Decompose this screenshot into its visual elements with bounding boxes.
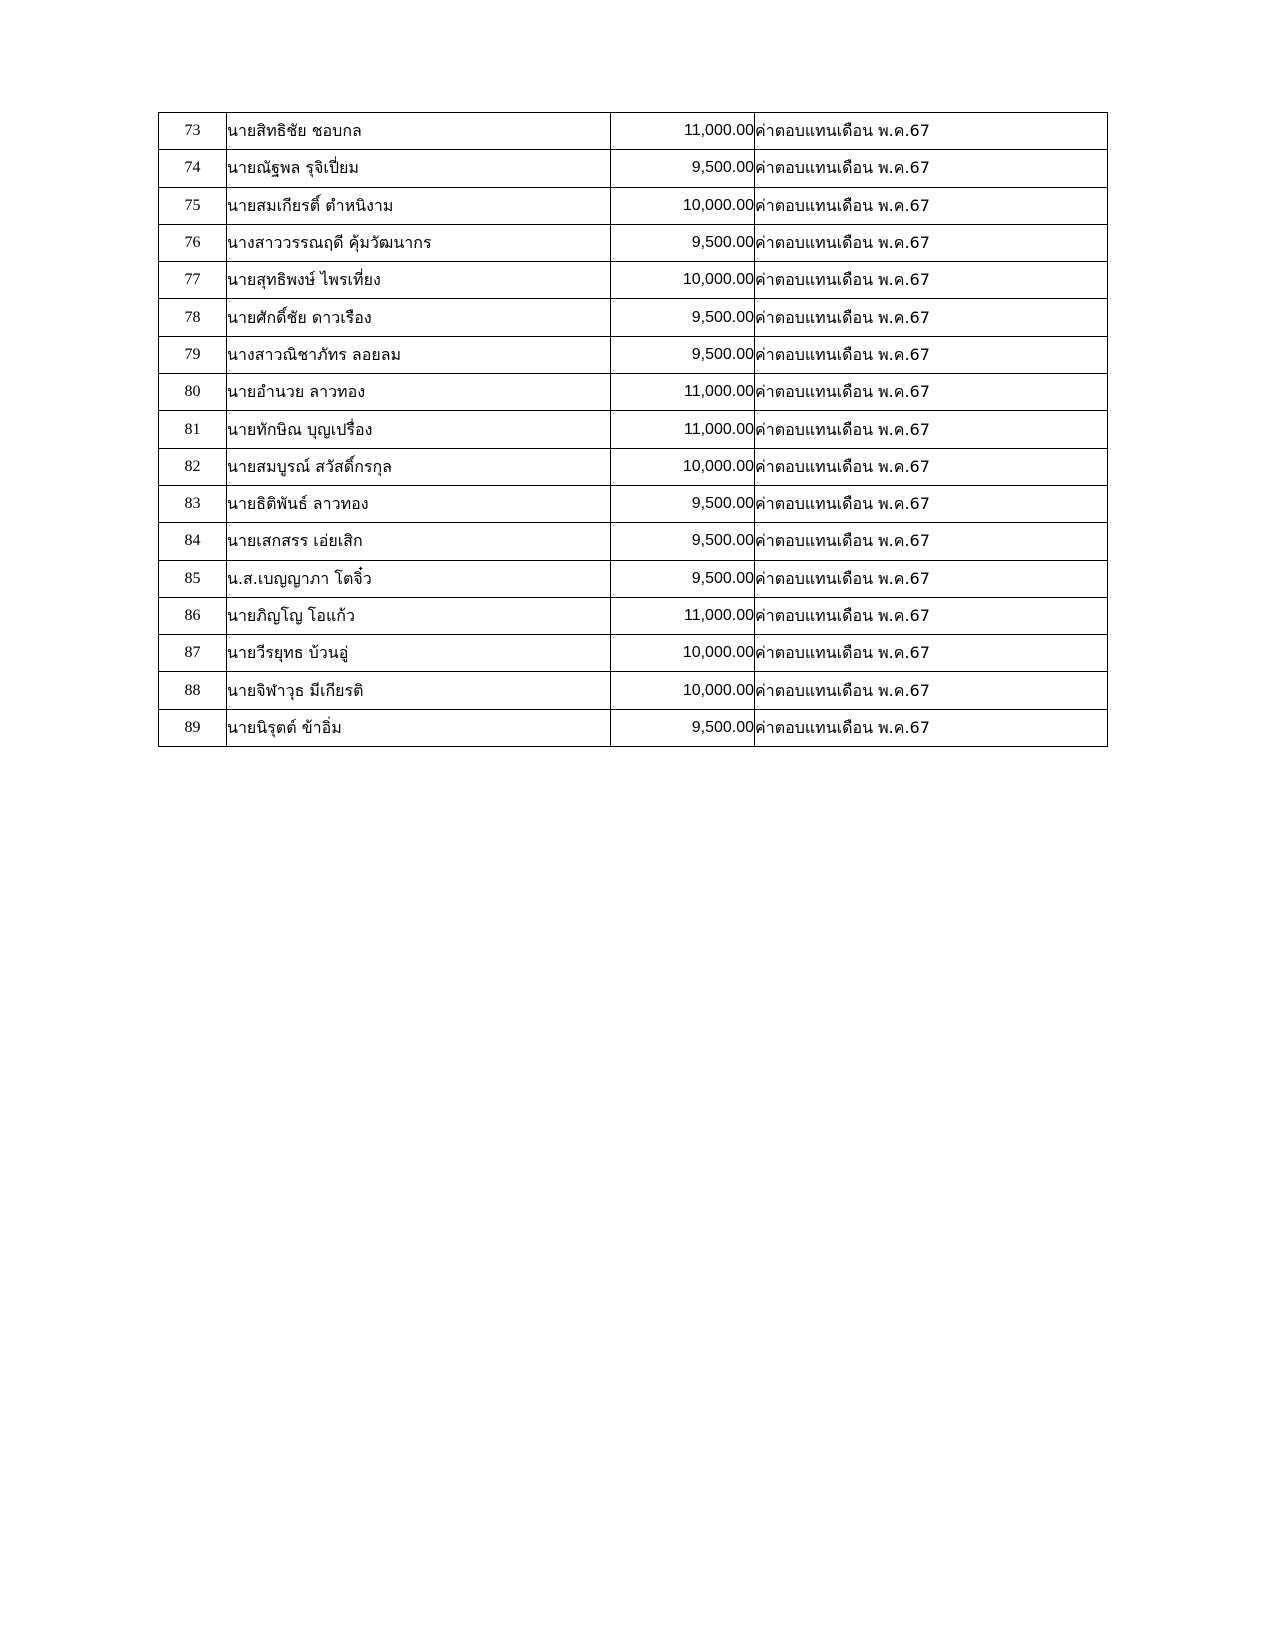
payroll-table xyxy=(158,112,1108,747)
payment-description: ค่าตอบแทนเดือน พ.ค.67 xyxy=(755,411,1108,448)
payment-amount: 11,000.00 xyxy=(611,411,755,448)
payment-amount: 9,500.00 xyxy=(611,224,755,261)
payment-description: ค่าตอบแทนเดือน พ.ค.67 xyxy=(755,448,1108,485)
table-row xyxy=(159,262,1108,299)
payment-description: ค่าตอบแทนเดือน พ.ค.67 xyxy=(755,262,1108,299)
table-row xyxy=(159,523,1108,560)
payment-amount: 9,500.00 xyxy=(611,485,755,522)
payment-amount: 9,500.00 xyxy=(611,560,755,597)
table-row xyxy=(159,224,1108,261)
payment-amount: 10,000.00 xyxy=(611,262,755,299)
table-row xyxy=(159,597,1108,634)
row-number: 74 xyxy=(159,150,227,187)
person-name: นายสิทธิชัย ชอบกล xyxy=(227,113,611,150)
row-number: 80 xyxy=(159,374,227,411)
row-number: 79 xyxy=(159,336,227,373)
row-number: 73 xyxy=(159,113,227,150)
table-row xyxy=(159,187,1108,224)
payment-description: ค่าตอบแทนเดือน พ.ค.67 xyxy=(755,113,1108,150)
payment-description: ค่าตอบแทนเดือน พ.ค.67 xyxy=(755,224,1108,261)
row-number: 83 xyxy=(159,485,227,522)
row-number: 75 xyxy=(159,187,227,224)
payment-amount: 11,000.00 xyxy=(611,374,755,411)
person-name: นายธิติพันธ์ ลาวทอง xyxy=(227,485,611,522)
payment-amount: 11,000.00 xyxy=(611,113,755,150)
payment-description: ค่าตอบแทนเดือน พ.ค.67 xyxy=(755,485,1108,522)
table-row xyxy=(159,411,1108,448)
row-number: 89 xyxy=(159,709,227,746)
table-row xyxy=(159,560,1108,597)
payment-description: ค่าตอบแทนเดือน พ.ค.67 xyxy=(755,299,1108,336)
payment-amount: 9,500.00 xyxy=(611,523,755,560)
payment-amount: 10,000.00 xyxy=(611,672,755,709)
row-number: 86 xyxy=(159,597,227,634)
table-row xyxy=(159,374,1108,411)
person-name: นายสุทธิพงษ์ ไพรเที่ยง xyxy=(227,262,611,299)
person-name: นางสาววรรณฤดี คุ้มวัฒนากร xyxy=(227,224,611,261)
person-name: นายทักษิณ บุญเปรื่อง xyxy=(227,411,611,448)
row-number: 82 xyxy=(159,448,227,485)
payment-description: ค่าตอบแทนเดือน พ.ค.67 xyxy=(755,635,1108,672)
payment-description: ค่าตอบแทนเดือน พ.ค.67 xyxy=(755,672,1108,709)
person-name: นายอำนวย ลาวทอง xyxy=(227,374,611,411)
row-number: 87 xyxy=(159,635,227,672)
payment-description: ค่าตอบแทนเดือน พ.ค.67 xyxy=(755,150,1108,187)
payment-amount: 9,500.00 xyxy=(611,336,755,373)
payment-amount: 9,500.00 xyxy=(611,299,755,336)
row-number: 85 xyxy=(159,560,227,597)
payment-amount: 9,500.00 xyxy=(611,150,755,187)
payment-description: ค่าตอบแทนเดือน พ.ค.67 xyxy=(755,336,1108,373)
payment-description: ค่าตอบแทนเดือน พ.ค.67 xyxy=(755,560,1108,597)
payment-amount: 11,000.00 xyxy=(611,597,755,634)
person-name: นายเสกสรร เอ่ยเสิก xyxy=(227,523,611,560)
row-number: 76 xyxy=(159,224,227,261)
person-name: นายวีรยุทธ บ้วนอู่ xyxy=(227,635,611,672)
row-number: 84 xyxy=(159,523,227,560)
payment-amount: 10,000.00 xyxy=(611,448,755,485)
payment-description: ค่าตอบแทนเดือน พ.ค.67 xyxy=(755,523,1108,560)
person-name: นางสาวณิชาภัทร ลอยลม xyxy=(227,336,611,373)
table-row xyxy=(159,448,1108,485)
table-row xyxy=(159,336,1108,373)
table-row xyxy=(159,672,1108,709)
payment-description: ค่าตอบแทนเดือน พ.ค.67 xyxy=(755,187,1108,224)
table-row xyxy=(159,709,1108,746)
payment-description: ค่าตอบแทนเดือน พ.ค.67 xyxy=(755,709,1108,746)
row-number: 88 xyxy=(159,672,227,709)
person-name: นายจิฬาวุธ มีเกียรติ xyxy=(227,672,611,709)
person-name: น.ส.เบญญาภา โตจิ๋ว xyxy=(227,560,611,597)
payment-amount: 9,500.00 xyxy=(611,709,755,746)
row-number: 77 xyxy=(159,262,227,299)
person-name: นายภิญโญ โอแก้ว xyxy=(227,597,611,634)
table-row xyxy=(159,113,1108,150)
person-name: นายนิรุตต์ ข้าอิ่ม xyxy=(227,709,611,746)
table-row xyxy=(159,485,1108,522)
payment-description: ค่าตอบแทนเดือน พ.ค.67 xyxy=(755,597,1108,634)
table-row xyxy=(159,635,1108,672)
person-name: นายสมเกียรติ์ ตำหนิงาม xyxy=(227,187,611,224)
person-name: นายสมบูรณ์ สวัสดิ์กรกุล xyxy=(227,448,611,485)
payment-description: ค่าตอบแทนเดือน พ.ค.67 xyxy=(755,374,1108,411)
person-name: นายณัฐพล รุจิเปี่ยม xyxy=(227,150,611,187)
person-name: นายศักดิ์ชัย ดาวเรือง xyxy=(227,299,611,336)
table-row xyxy=(159,299,1108,336)
row-number: 81 xyxy=(159,411,227,448)
table-row xyxy=(159,150,1108,187)
row-number: 78 xyxy=(159,299,227,336)
payment-amount: 10,000.00 xyxy=(611,635,755,672)
payment-amount: 10,000.00 xyxy=(611,187,755,224)
